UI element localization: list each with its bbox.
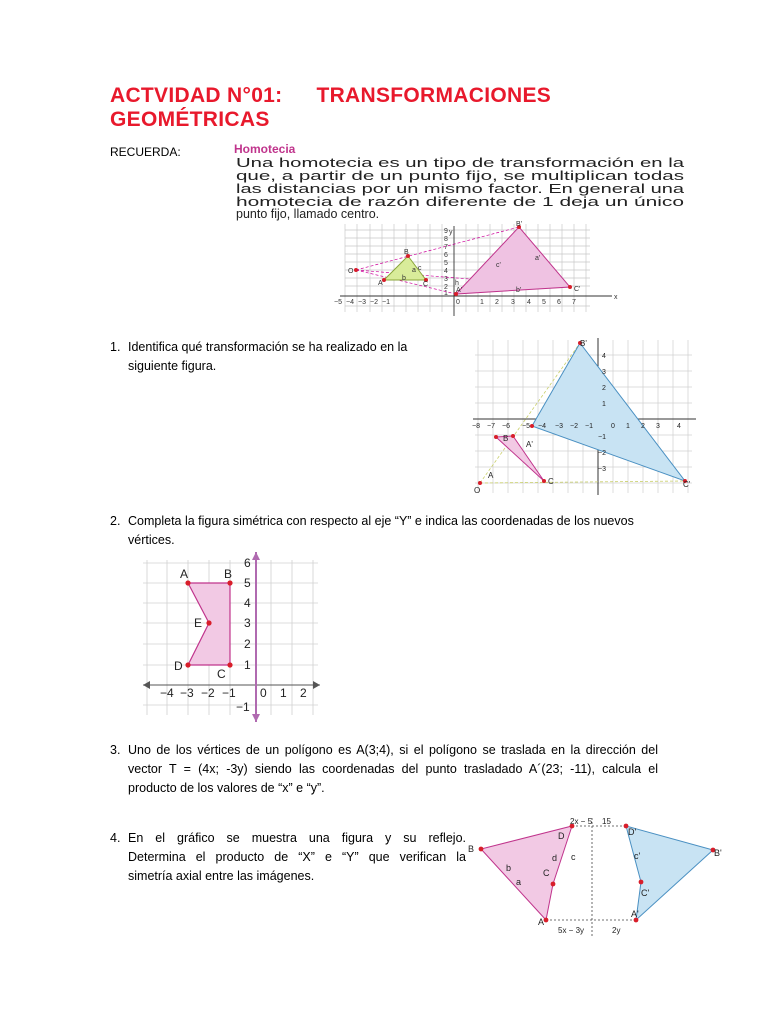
label-B-prime: B' xyxy=(714,848,722,858)
label-B-prime: B' xyxy=(580,339,587,348)
y-axis-label: y xyxy=(449,229,453,236)
figure-1-homothety xyxy=(470,335,700,497)
label-A: A xyxy=(488,471,494,480)
label-A: A xyxy=(180,567,189,581)
x-tick: 0 xyxy=(260,686,267,700)
y-tick: −1 xyxy=(236,700,250,714)
label-2y: 2y xyxy=(612,926,621,935)
homotecia-graph xyxy=(230,142,690,322)
label-b: b xyxy=(402,275,406,282)
question-text: Identifica qué transformación se ha realizado en la xyxy=(128,340,408,354)
label-C-prime: C' xyxy=(641,888,650,898)
x-tick: −5 xyxy=(522,423,530,430)
y-tick: 6 xyxy=(444,252,448,259)
x-tick: 2 xyxy=(495,299,499,306)
label-c: c xyxy=(418,265,422,272)
y-tick: 6 xyxy=(244,556,251,570)
title-part-2: TRANSFORMACIONES xyxy=(316,84,552,107)
y-tick: 4 xyxy=(244,596,251,610)
page-title xyxy=(110,84,670,132)
label-15: 15 xyxy=(602,817,611,826)
label-O: O xyxy=(348,268,354,275)
y-tick: 3 xyxy=(244,616,251,630)
label-5x-3y: 5x − 3y xyxy=(558,926,585,935)
y-tick: 9 xyxy=(444,228,448,235)
homotecia-line: las distancias por un mismo factor. En general una xyxy=(236,182,685,196)
y-tick: 1 xyxy=(444,290,448,297)
x-tick: 2 xyxy=(641,423,645,430)
homotecia-line: homotecia de razón diferente de 1 deja un único xyxy=(236,195,685,209)
question-number: 4. xyxy=(110,831,121,845)
label-A-prime: A' xyxy=(526,440,533,449)
y-tick: 3 xyxy=(444,276,448,283)
y-tick: 8 xyxy=(444,236,448,243)
x-tick: 5 xyxy=(542,299,546,306)
y-tick: 4 xyxy=(602,353,606,360)
x-tick: 3 xyxy=(656,423,660,430)
x-tick: 3 xyxy=(511,299,515,306)
large-triangle xyxy=(456,227,570,294)
y-tick: 2 xyxy=(244,637,251,651)
x-tick: 2 xyxy=(300,686,307,700)
x-tick: −3 xyxy=(555,423,563,430)
label-a: a xyxy=(412,267,416,274)
y-tick: −1 xyxy=(598,434,606,441)
label-b: b xyxy=(506,863,512,873)
x-tick: 1 xyxy=(480,299,484,306)
y-tick: 5 xyxy=(444,260,448,267)
label-c: c xyxy=(571,852,576,862)
large-triangle xyxy=(532,343,685,481)
label-C-prime: C' xyxy=(574,286,581,293)
x-tick: 6 xyxy=(557,299,561,306)
x-tick: 1 xyxy=(626,423,630,430)
label-D: D xyxy=(174,659,183,673)
question-text: Determina el producto de “X” e “Y” que verifican la xyxy=(128,850,466,864)
y-tick: 1 xyxy=(244,658,251,672)
label-c-prime: c' xyxy=(496,262,501,269)
homotecia-line: que, a partir de un punto fijo, se multiplican todas xyxy=(236,169,684,183)
question-text: vértices. xyxy=(128,533,175,547)
figure-reflected xyxy=(626,826,713,920)
x-tick: −4 xyxy=(346,299,354,306)
label-O: O xyxy=(474,486,481,495)
question-text: siguiente figura. xyxy=(128,359,217,373)
x-tick: −2 xyxy=(201,686,215,700)
x-tick: −1 xyxy=(382,299,390,306)
label-B: B xyxy=(503,434,509,443)
label-2x-5: 2x − 5 xyxy=(570,817,593,826)
x-tick: −2 xyxy=(370,299,378,306)
label-C: C xyxy=(423,281,429,288)
title-part-1: ACTVIDAD N°01: xyxy=(110,84,283,107)
label-B-prime: B' xyxy=(516,221,523,228)
y-tick: 1 xyxy=(602,401,606,408)
x-tick: 4 xyxy=(527,299,531,306)
label-C: C xyxy=(548,477,554,486)
question-number: 3. xyxy=(110,743,121,757)
question-text: simetría axial entre las imágenes. xyxy=(128,869,315,883)
recuerda-label: RECUERDA: xyxy=(110,145,181,159)
figure-4-axial-symmetry xyxy=(464,812,730,940)
x-tick: 0 xyxy=(456,299,460,306)
y-tick: 7 xyxy=(444,244,448,251)
x-tick: −3 xyxy=(358,299,366,306)
x-tick: −4 xyxy=(160,686,174,700)
question-text: vector T = (4x; -3y) siendo las coordenadas del punto trasladado A´(23; -11), calcula el xyxy=(128,762,658,776)
x-tick: 7 xyxy=(572,299,576,306)
y-tick: −3 xyxy=(598,466,606,473)
label-D-prime: D' xyxy=(628,827,637,837)
question-text: Completa la figura simétrica con respecto al eje “Y” e indica las coordenadas de los nuevos xyxy=(128,514,634,528)
x-tick: −6 xyxy=(502,423,510,430)
x-tick: −7 xyxy=(487,423,495,430)
label-a-prime: a' xyxy=(535,255,541,262)
y-tick: 2 xyxy=(602,385,606,392)
title-part-3: GEOMÉTRICAS xyxy=(110,108,270,131)
x-axis-label: x xyxy=(614,294,618,301)
label-c-prime: c' xyxy=(634,851,641,861)
question-text: Uno de los vértices de un polígono es A(3;4), si el polígono se traslada en la dirección del xyxy=(128,743,658,757)
question-text: producto de los valores de “x” e “y”. xyxy=(128,781,325,795)
label-A: A xyxy=(378,280,383,287)
label-a: a xyxy=(516,877,522,887)
x-tick: −1 xyxy=(585,423,593,430)
label-C: C xyxy=(543,868,550,878)
label-A: A xyxy=(538,917,545,927)
label-C-prime: C' xyxy=(683,480,691,489)
question-text: En el gráfico se muestra una figura y su reflejo. xyxy=(128,831,466,845)
y-tick: −2 xyxy=(598,450,606,457)
label-d: d xyxy=(552,853,558,863)
y-tick: 2 xyxy=(444,284,448,291)
y-tick: 4 xyxy=(444,268,448,275)
x-tick: −1 xyxy=(222,686,236,700)
label-C: C xyxy=(217,667,226,681)
label-B: B xyxy=(404,249,409,256)
homotecia-heading: Homotecia xyxy=(234,142,296,156)
x-tick: −8 xyxy=(472,423,480,430)
homotecia-line: punto fijo, llamado centro. xyxy=(236,207,380,221)
question-number: 1. xyxy=(110,340,121,354)
label-D: D xyxy=(558,831,565,841)
label-h: h xyxy=(455,280,459,287)
label-A-prime: A' xyxy=(456,287,463,294)
x-tick: 4 xyxy=(677,423,681,430)
label-B: B xyxy=(468,844,475,854)
homotecia-line: Una homotecia es un tipo de transformación en la xyxy=(236,156,685,170)
label-B: B xyxy=(224,567,233,581)
x-tick: −5 xyxy=(334,299,342,306)
label-b-prime: b' xyxy=(516,287,522,294)
question-number: 2. xyxy=(110,514,121,528)
x-tick: 0 xyxy=(611,423,615,430)
x-tick: 1 xyxy=(280,686,287,700)
y-tick: 5 xyxy=(244,576,251,590)
x-tick: −4 xyxy=(538,423,546,430)
x-tick: −2 xyxy=(570,423,578,430)
label-A-prime: A' xyxy=(631,909,639,919)
y-tick: 3 xyxy=(602,369,606,376)
x-tick: −3 xyxy=(180,686,194,700)
figure-2-symmetry xyxy=(140,550,325,722)
label-E: E xyxy=(194,616,203,630)
